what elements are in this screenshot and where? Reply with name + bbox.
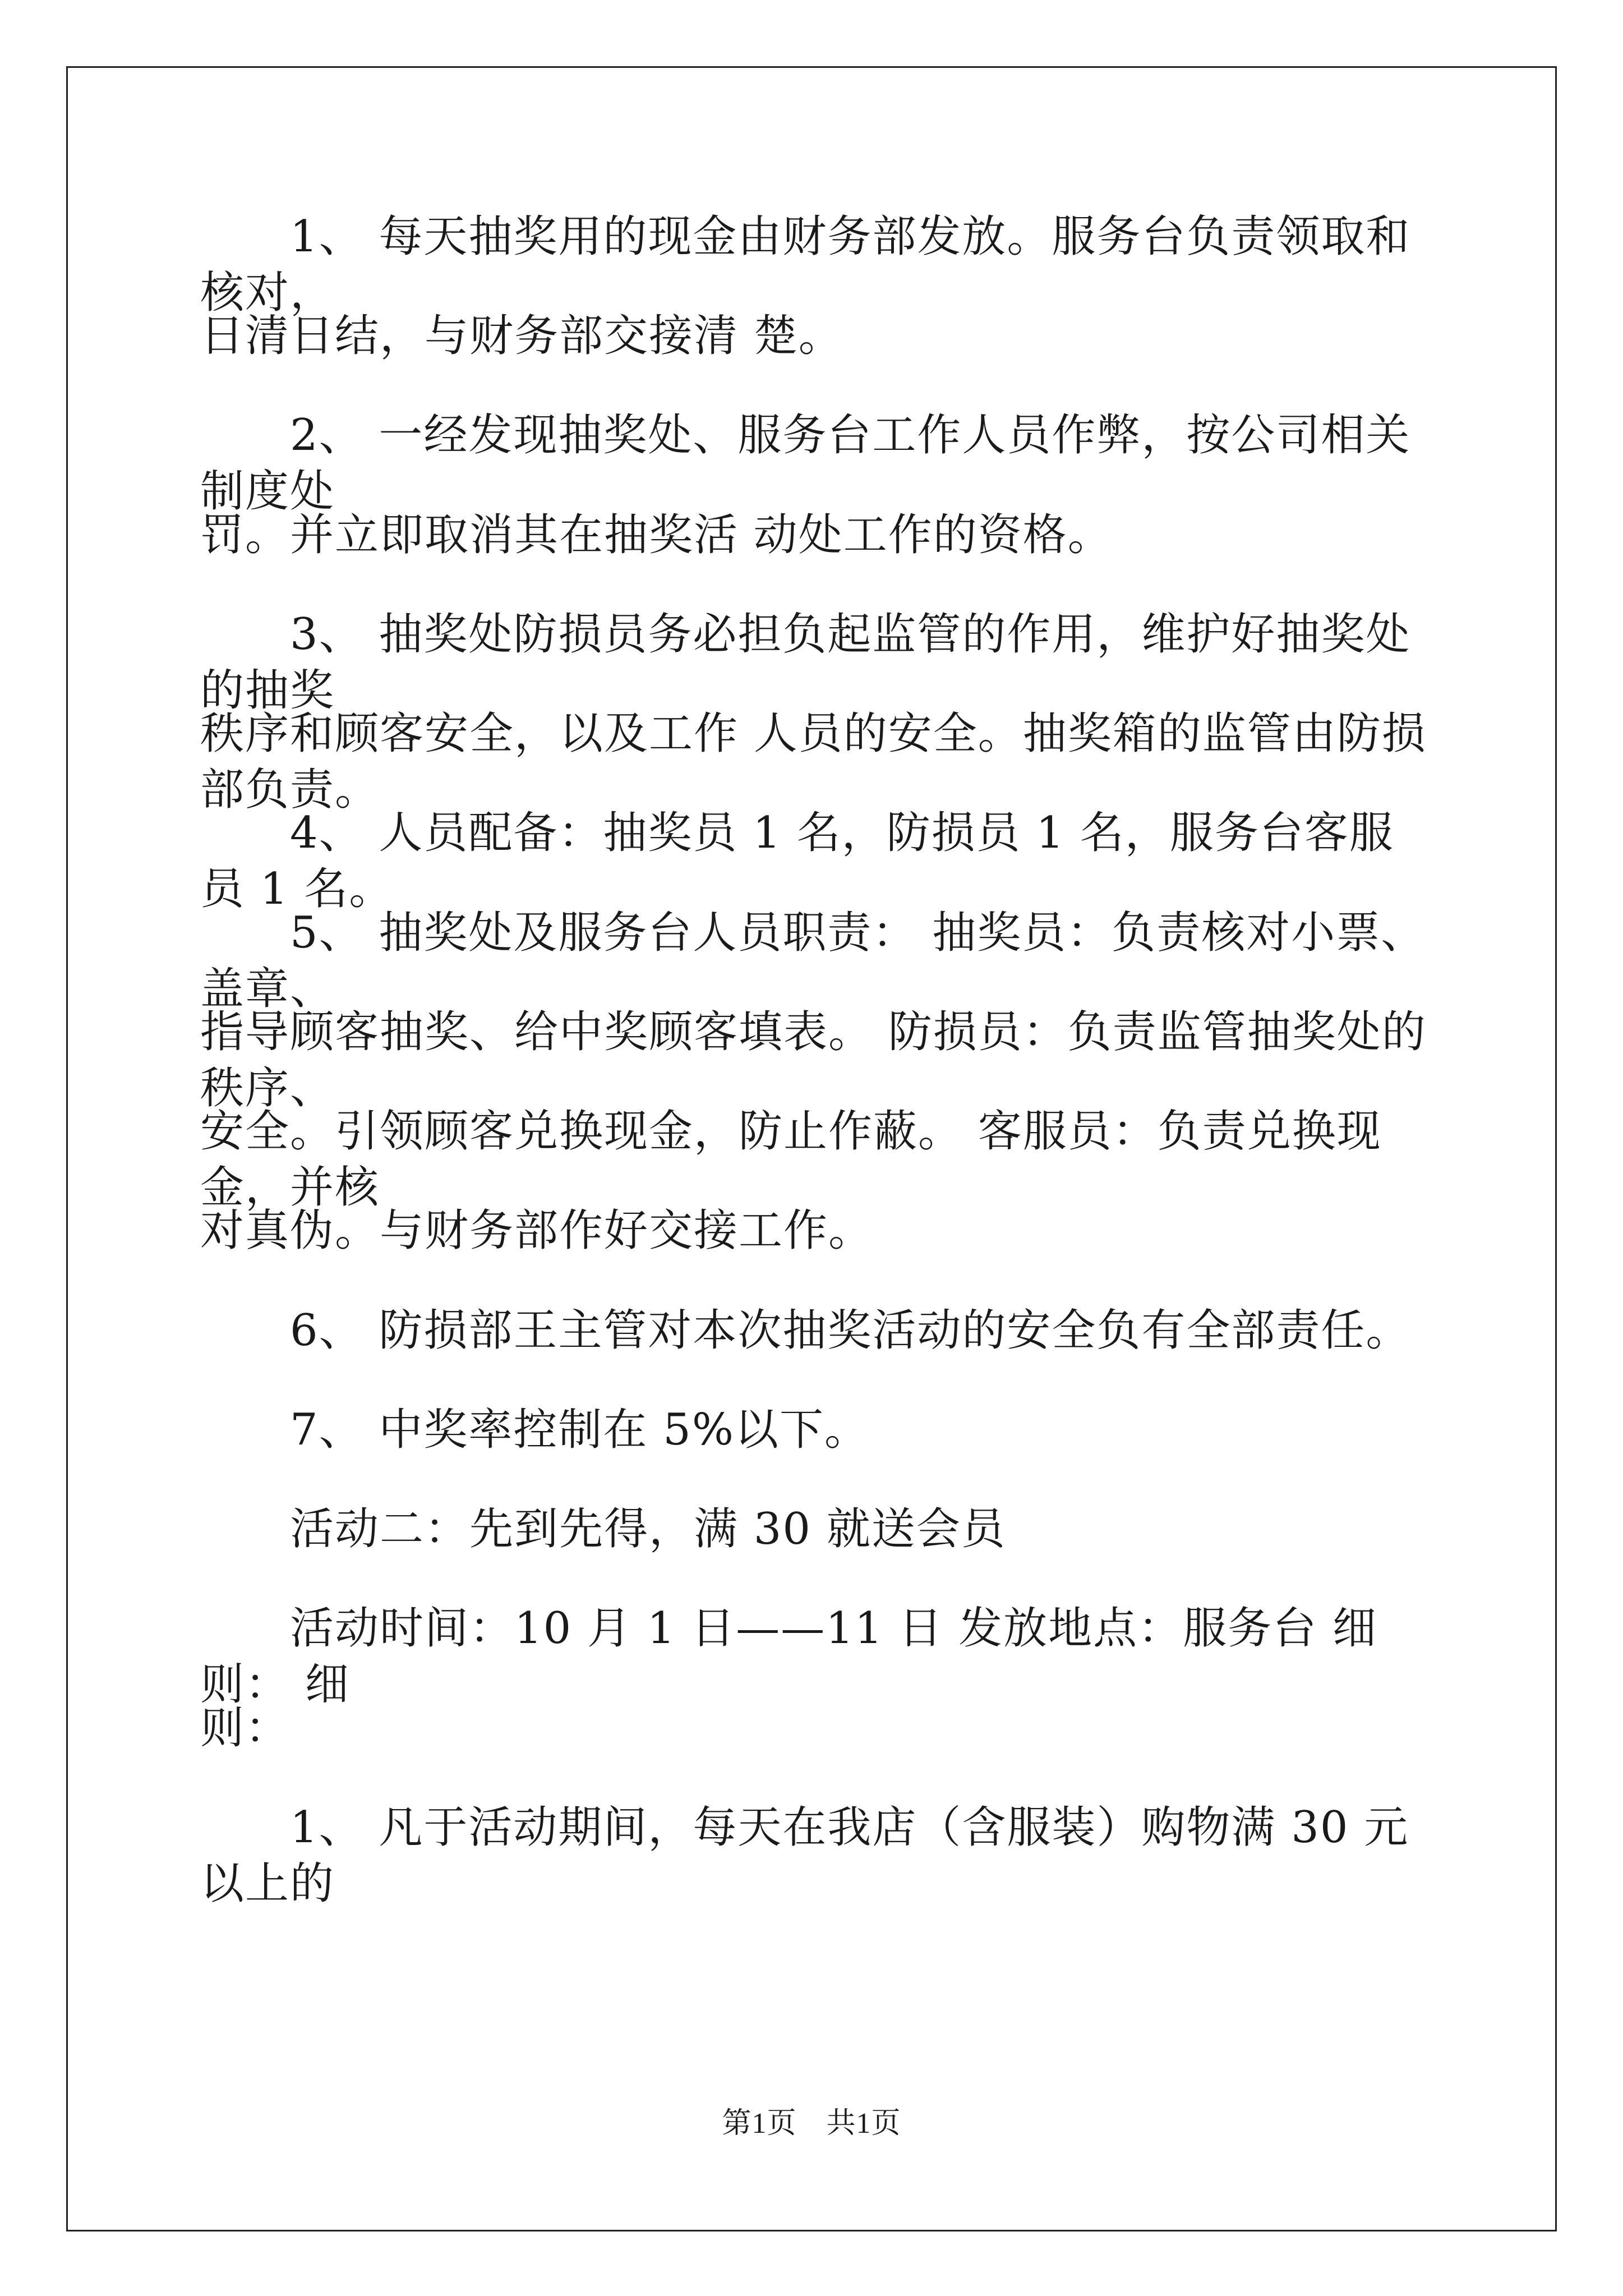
text-line: 秩序和顾客安全，以及工作 人员的安全。抽奖箱的监管由防损部负责。 <box>200 708 1427 815</box>
text-line: 活动二：先到先得，满 30 就送会员 <box>200 1504 1006 1554</box>
text-line: 指导顾客抽奖、给中奖顾客填表。 防损员：负责监管抽奖处的秩序、 <box>200 1007 1427 1114</box>
text-line: 日清日结，与财务部交接清 楚。 <box>200 311 843 361</box>
text-line: 对真伪。与财务部作好交接工作。 <box>200 1205 874 1256</box>
text-line: 活动时间：10 月 1 日——11 日 发放地点：服务台 细则： 细 <box>200 1603 1377 1710</box>
text-line: 5、 抽奖处及服务台人员职责： 抽奖员：负责核对小票、盖章、 <box>200 908 1426 1014</box>
text-line: 1、 凡于活动期间，每天在我店（含服装）购物满 30 元以上的 <box>200 1802 1409 1909</box>
text-line: 罚。并立即取消其在抽奖活 动处工作的资格。 <box>200 510 1113 560</box>
page-footer: 第1页 共1页 <box>722 2108 901 2139</box>
document-body <box>200 209 1434 1909</box>
text-line: 6、 防损部王主管对本次抽奖活动的安全负有全部责任。 <box>200 1305 1411 1356</box>
text-line: 2、 一经发现抽奖处、服务台工作人员作弊，按公司相关制度处 <box>200 410 1411 517</box>
text-line: 7、 中奖率控制在 5%以下。 <box>200 1405 869 1455</box>
text-line: 4、 人员配备：抽奖员 1 名，防损员 1 名，服务台客服员 1 名。 <box>200 808 1394 914</box>
text-line: 1、 每天抽奖用的现金由财务部发放。服务台负责领取和核对， <box>200 211 1411 318</box>
text-line: 则： <box>200 1703 291 1754</box>
body-text <box>200 209 1434 1909</box>
text-line: 3、 抽奖处防损员务必担负起监管的作用，维护好抽奖处的抽奖 <box>200 609 1411 716</box>
text-line: 安全。引领顾客兑换现金，防止作蔽。 客服员：负责兑换现金，并核 <box>200 1106 1382 1213</box>
